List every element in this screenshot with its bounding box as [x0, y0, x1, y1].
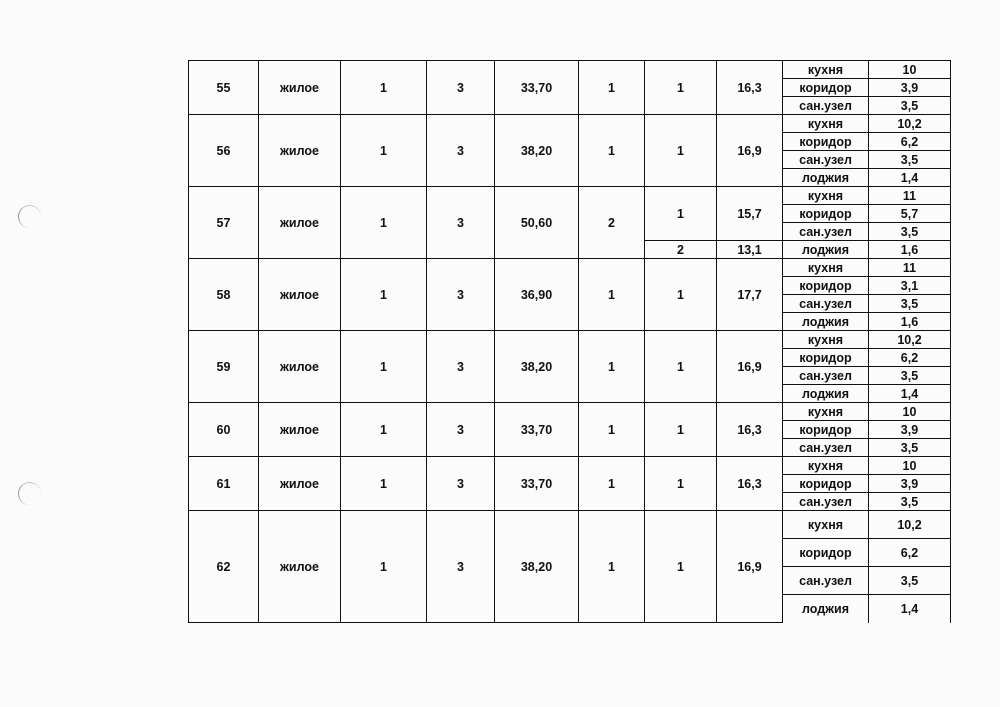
aux-room-area: 10,2: [869, 511, 951, 539]
aux-room-name: коридор: [783, 349, 869, 367]
aux-room-area: 5,7: [869, 205, 951, 223]
apartment-number: 59: [189, 331, 259, 403]
living-room-number: 1: [645, 115, 717, 187]
aux-room-area: 10,2: [869, 331, 951, 349]
aux-room-area: 10: [869, 403, 951, 421]
storeys-value: 3: [427, 61, 495, 115]
aux-room-area: 1,4: [869, 595, 951, 623]
aux-room-area: 3,1: [869, 277, 951, 295]
living-room-number: 1: [645, 187, 717, 241]
table-row: [189, 61, 951, 79]
room-count-value: 1: [579, 511, 645, 623]
aux-room-area: 3,5: [869, 295, 951, 313]
table-row: [189, 511, 951, 539]
floor-value: 1: [341, 259, 427, 331]
aux-room-name: кухня: [783, 115, 869, 133]
aux-room-area: 6,2: [869, 539, 951, 567]
aux-room-area: 3,5: [869, 223, 951, 241]
total-area-value: 33,70: [495, 457, 579, 511]
aux-room-area: 3,9: [869, 79, 951, 97]
aux-room-name: сан.узел: [783, 493, 869, 511]
aux-room-area: 1,4: [869, 385, 951, 403]
living-room-area: 16,9: [717, 331, 783, 403]
premise-type: жилое: [259, 115, 341, 187]
apartment-number: 56: [189, 115, 259, 187]
aux-room-name: сан.узел: [783, 567, 869, 595]
living-room-number: 2: [645, 241, 717, 259]
living-room-number: 1: [645, 403, 717, 457]
floor-value: 1: [341, 457, 427, 511]
premise-type: жилое: [259, 331, 341, 403]
storeys-value: 3: [427, 331, 495, 403]
table-row: [189, 457, 951, 475]
aux-room-area: 3,5: [869, 151, 951, 169]
living-room-area: 17,7: [717, 259, 783, 331]
binder-hole-mark: [18, 482, 41, 505]
living-room-area: 16,3: [717, 457, 783, 511]
aux-room-name: лоджия: [783, 169, 869, 187]
aux-room-area: 6,2: [869, 133, 951, 151]
aux-room-area: 11: [869, 187, 951, 205]
aux-room-name: коридор: [783, 539, 869, 567]
floor-value: 1: [341, 331, 427, 403]
apartment-table: [188, 60, 951, 623]
table-row: [189, 115, 951, 133]
premise-type: жилое: [259, 259, 341, 331]
aux-room-area: 3,9: [869, 421, 951, 439]
storeys-value: 3: [427, 115, 495, 187]
apartment-number: 61: [189, 457, 259, 511]
binder-hole-mark: [18, 205, 41, 228]
living-room-area: 15,7: [717, 187, 783, 241]
aux-room-name: коридор: [783, 277, 869, 295]
total-area-value: 38,20: [495, 331, 579, 403]
storeys-value: 3: [427, 187, 495, 259]
living-room-area: 16,9: [717, 511, 783, 623]
room-count-value: 1: [579, 403, 645, 457]
floor-value: 1: [341, 403, 427, 457]
floor-value: 1: [341, 115, 427, 187]
aux-room-name: кухня: [783, 259, 869, 277]
floor-value: 1: [341, 187, 427, 259]
aux-room-name: сан.узел: [783, 223, 869, 241]
total-area-value: 36,90: [495, 259, 579, 331]
table-row: [189, 259, 951, 277]
living-room-area: 13,1: [717, 241, 783, 259]
aux-room-area: 1,6: [869, 313, 951, 331]
aux-room-name: лоджия: [783, 241, 869, 259]
storeys-value: 3: [427, 259, 495, 331]
aux-room-area: 3,5: [869, 567, 951, 595]
apartment-number: 62: [189, 511, 259, 623]
aux-room-name: лоджия: [783, 595, 869, 623]
aux-room-area: 1,6: [869, 241, 951, 259]
premise-type: жилое: [259, 511, 341, 623]
storeys-value: 3: [427, 403, 495, 457]
aux-room-area: 3,9: [869, 475, 951, 493]
total-area-value: 33,70: [495, 403, 579, 457]
storeys-value: 3: [427, 457, 495, 511]
premise-type: жилое: [259, 61, 341, 115]
aux-room-name: коридор: [783, 475, 869, 493]
room-count-value: 2: [579, 187, 645, 259]
aux-room-name: сан.узел: [783, 97, 869, 115]
aux-room-name: сан.узел: [783, 295, 869, 313]
premise-type: жилое: [259, 403, 341, 457]
living-room-area: 16,9: [717, 115, 783, 187]
premise-type: жилое: [259, 457, 341, 511]
aux-room-name: сан.узел: [783, 367, 869, 385]
table-row: [189, 331, 951, 349]
aux-room-name: кухня: [783, 403, 869, 421]
floor-value: 1: [341, 511, 427, 623]
room-count-value: 1: [579, 61, 645, 115]
total-area-value: 50,60: [495, 187, 579, 259]
aux-room-name: коридор: [783, 421, 869, 439]
aux-room-area: 3,5: [869, 367, 951, 385]
room-count-value: 1: [579, 259, 645, 331]
premise-type: жилое: [259, 187, 341, 259]
total-area-value: 38,20: [495, 511, 579, 623]
living-room-number: 1: [645, 511, 717, 623]
living-room-number: 1: [645, 457, 717, 511]
aux-room-area: 6,2: [869, 349, 951, 367]
table-row: [189, 403, 951, 421]
apartment-number: 58: [189, 259, 259, 331]
aux-room-area: 10,2: [869, 115, 951, 133]
aux-room-area: 3,5: [869, 493, 951, 511]
aux-room-area: 3,5: [869, 439, 951, 457]
aux-room-name: сан.узел: [783, 439, 869, 457]
aux-room-name: кухня: [783, 457, 869, 475]
aux-room-area: 11: [869, 259, 951, 277]
living-room-number: 1: [645, 331, 717, 403]
aux-room-area: 10: [869, 61, 951, 79]
total-area-value: 33,70: [495, 61, 579, 115]
living-room-area: 16,3: [717, 61, 783, 115]
aux-room-area: 3,5: [869, 97, 951, 115]
room-count-value: 1: [579, 457, 645, 511]
apartment-number: 57: [189, 187, 259, 259]
aux-room-name: коридор: [783, 133, 869, 151]
aux-room-area: 10: [869, 457, 951, 475]
living-room-area: 16,3: [717, 403, 783, 457]
aux-room-name: коридор: [783, 205, 869, 223]
living-room-number: 1: [645, 61, 717, 115]
living-room-number: 1: [645, 259, 717, 331]
aux-room-name: лоджия: [783, 313, 869, 331]
aux-room-name: кухня: [783, 331, 869, 349]
storeys-value: 3: [427, 511, 495, 623]
aux-room-name: кухня: [783, 187, 869, 205]
aux-room-name: лоджия: [783, 385, 869, 403]
room-count-value: 1: [579, 331, 645, 403]
apartment-number: 60: [189, 403, 259, 457]
aux-room-name: коридор: [783, 79, 869, 97]
floor-value: 1: [341, 61, 427, 115]
apartment-number: 55: [189, 61, 259, 115]
total-area-value: 38,20: [495, 115, 579, 187]
aux-room-name: кухня: [783, 61, 869, 79]
aux-room-name: сан.узел: [783, 151, 869, 169]
room-count-value: 1: [579, 115, 645, 187]
aux-room-area: 1,4: [869, 169, 951, 187]
aux-room-name: кухня: [783, 511, 869, 539]
table-row: [189, 187, 951, 205]
